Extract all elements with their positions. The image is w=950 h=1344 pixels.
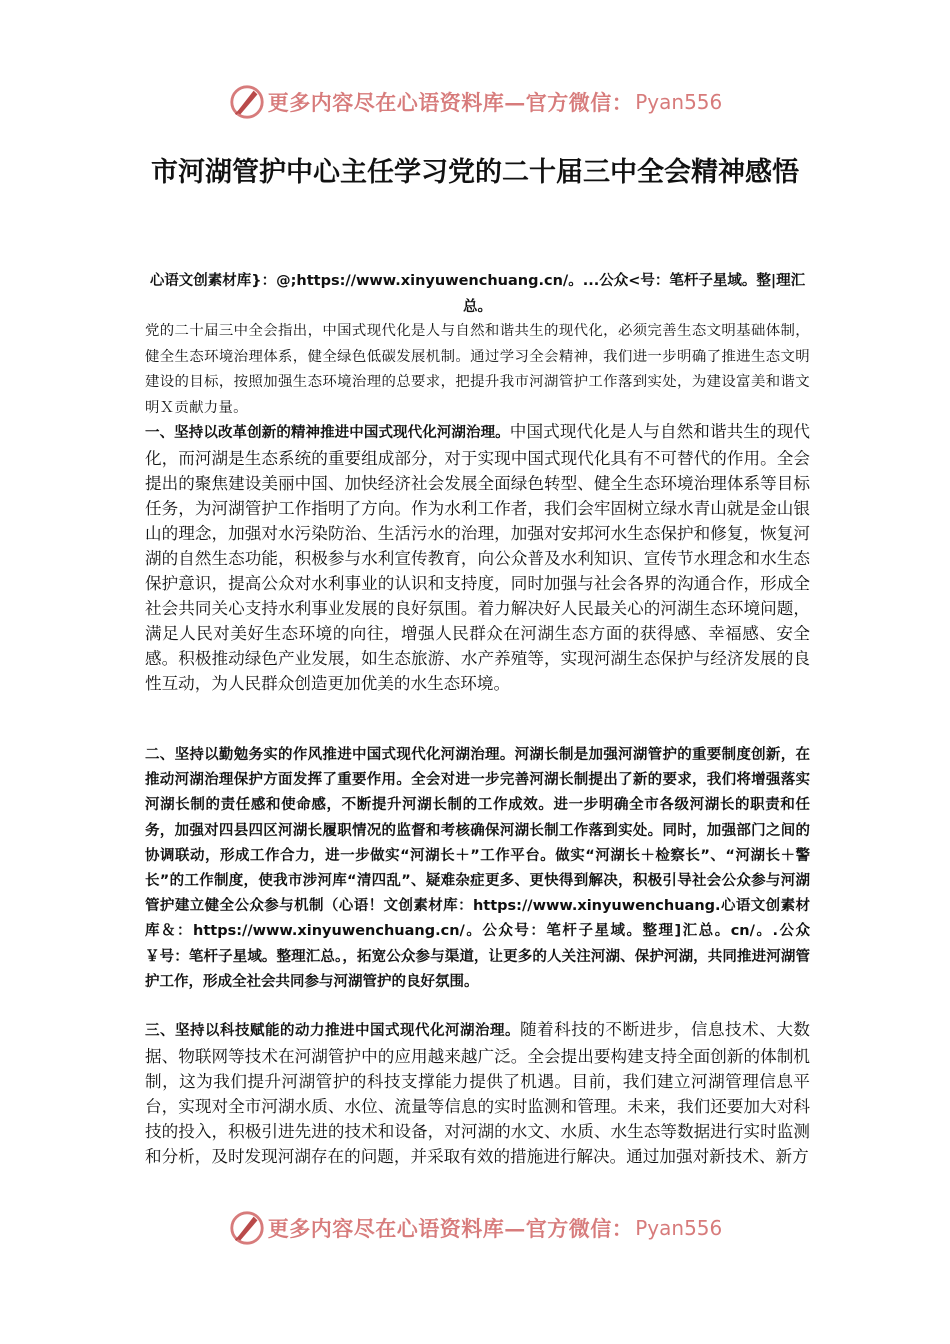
section-2 <box>145 743 810 995</box>
wechat-id: Pyan556 <box>635 90 723 114</box>
banner-text: 更多内容尽在心语资料库—官方微信： <box>267 1216 634 1241</box>
section-1-heading: 一、坚持以改革创新的精神推进中国式现代化河湖治理。 <box>145 425 510 441</box>
section-1 <box>145 419 810 696</box>
document-title: 市河湖管护中心主任学习党的二十届三中全会精神感悟 <box>151 157 799 188</box>
banner-text: 更多内容尽在心语资料库—官方微信： <box>267 90 634 115</box>
footer-banner <box>0 1206 950 1250</box>
section-3-heading: 三、坚持以科技赋能的动力推进中国式现代化河湖治理。 <box>145 1023 520 1039</box>
section-3 <box>145 1017 810 1169</box>
wechat-id: Pyan556 <box>635 1216 723 1240</box>
source-line: 心语文创素材库}：@;https://www.xinyuwenchuang.cn/。...公众<号：笔杆子星域。整|理汇总。 <box>149 273 806 315</box>
section-3-body: 随着科技的不断进步，信息技术、大数据、物联网等技术在河湖管护中的应用越来越广泛。全会提出要构建支持全面创新的体制机制，这为我们提升河湖管护的科技支撑能力提供了机遇。目前，我们建立河湖管理信息平台，实现对全市河湖水质、水位、流量等信息的实时监测和管理。未来，我们还要加大对科技的投入，积极引进先进的技术和设备，对河湖的水文、水质、水生态等数据进行实时监测和分析，及时发现河湖存在的问题，并采取有效的措施进行解决。通过加强对新技术、新方 <box>145 1020 811 1166</box>
header-banner <box>0 80 950 124</box>
intro-paragraph: 党的二十届三中全会指出，中国式现代化是人与自然和谐共生的现代化，必须完善生态文明基础体制，健全生态环境治理体系，健全绿色低碳发展机制。通过学习全会精神，我们进一步明确了推进生态文明建设的目标，按照加强生态环境治理的总要求，把提升我市河湖管护工作落到实处，为建设富美和谐文明Ｘ贡献力量。 <box>145 323 810 416</box>
section-2-body: 河湖长制是加强河湖管护的重要制度创新，在推动河湖治理保护方面发挥了重要作用。全会对进一步完善河湖长制提出了新的要求，我们将增强落实河湖长制的责任感和使命感，不断提升河湖长制的工作成效。进一步明确全市各级河湖长的职责和任务，加强对四县四区河湖长履职情况的监督和考核确保河湖长制工作落到实处。同时，加强部门之间的协调联动，形成工作合力，进一步做实“河湖长＋”工作平台。做实“河湖长＋检察长”、“河湖长＋警长”的工作制度，使我市涉河库“清四乱”、疑难杂症更多、更快得到解决，积极引导社会公众参与河湖管护建立健全公众参与机制（心语！文创素材库：https://www.xinyuwenchuang.心语文创素材库＆：https://www.xinyuwenchuang.cn/。公众号：笔杆子星域。整理]汇总。cn/。.公众￥号：笔杆子星域。整理汇总。，拓宽公众参与渠道，让更多的人关注河湖、保护河湖，共同推进河湖管护工作，形成全社会共同参与河湖管护的良好氛围。 <box>145 747 811 990</box>
quill-logo-icon <box>228 1209 266 1247</box>
quill-logo-icon <box>228 83 266 121</box>
section-1-body: 中国式现代化是人与自然和谐共生的现代化，而河湖是生态系统的重要组成部分，对于实现中国式现代化具有不可替代的作用。全会提出的聚焦建设美丽中国、加快经济社会发展全面绿色转型、健全生态环境治理体系等目标任务，为河湖管护工作指明了方向。作为水利工作者，我们会牢固树立绿水青山就是金山银山的理念，加强对水污染防治、生活污水的治理，加强对安邦河水生态保护和修复，恢复河湖的自然生态功能，积极参与水利宣传教育，向公众普及水利知识、宣传节水理念和水生态保护意识，提高公众对水利事业的认识和支持度，同时加强与社会各界的沟通合作，形成全社会共同关心支持水利事业发展的良好氛围。着力解决好人民最关心的河湖生态环境问题，满足人民对美好生态环境的向往，增强人民群众在河湖生态方面的获得感、幸福感、安全感。积极推动绿色产业发展，如生态旅游、水产养殖等，实现河湖生态保护与经济发展的良性互动，为人民群众创造更加优美的水生态环境。 <box>145 422 811 693</box>
section-2-heading: 二、坚持以勤勉务实的作风推进中国式现代化河湖治理。 <box>145 747 515 763</box>
